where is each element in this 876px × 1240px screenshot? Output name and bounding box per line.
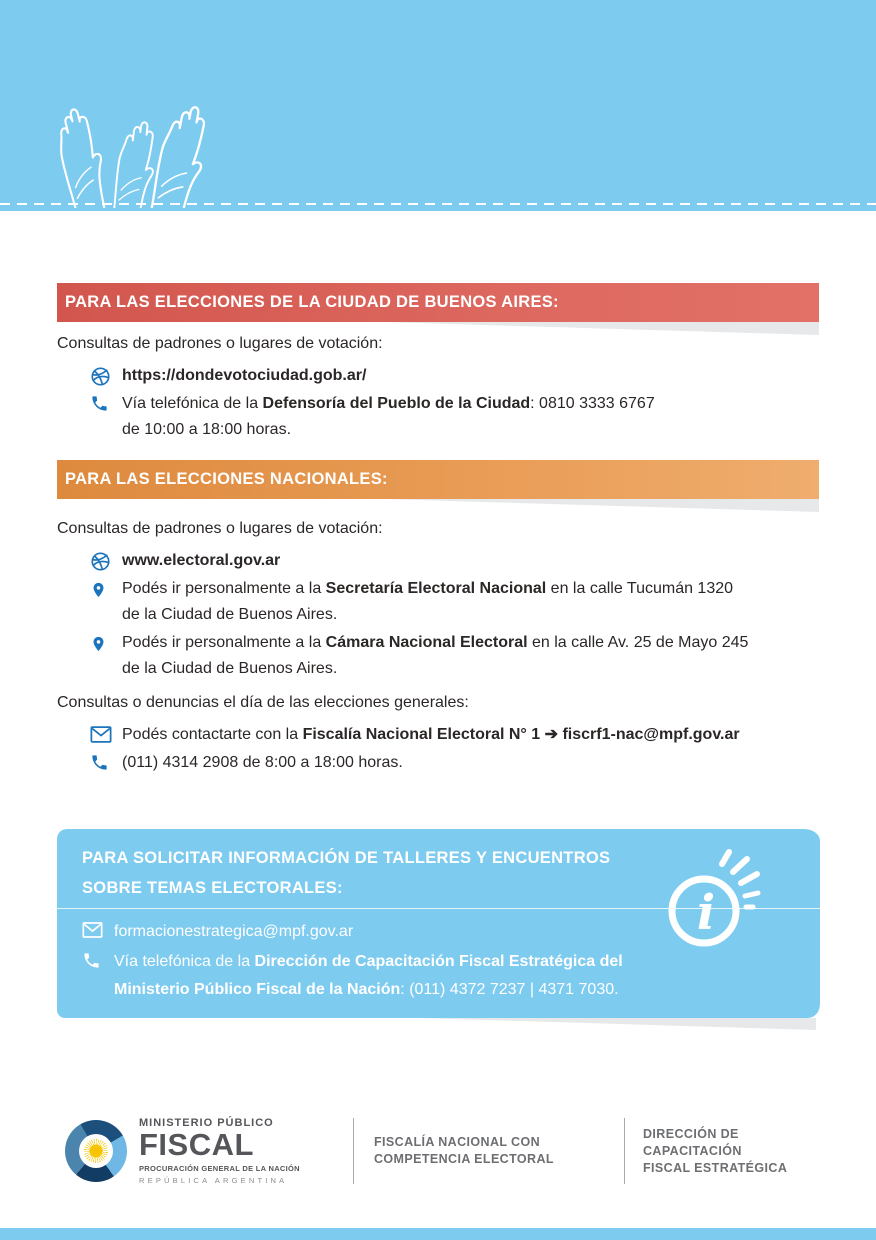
section-intro: Consultas o denuncias el día de las elecciones generales: bbox=[57, 694, 469, 711]
mpf-emblem-icon bbox=[65, 1120, 127, 1182]
info-box-title: PARA SOLICITAR INFORMACIÓN DE TALLERES Y ENCUENTROS bbox=[82, 849, 611, 867]
banner-title: PARA LAS ELECCIONES DE LA CIUDAD DE BUENOS AIRES: bbox=[65, 293, 559, 311]
banner-shadow bbox=[385, 499, 819, 512]
pin-icon bbox=[90, 630, 114, 682]
logo-republica-argentina: REPÚBLICA ARGENTINA bbox=[139, 1176, 288, 1185]
phone-icon bbox=[90, 750, 114, 776]
list-item bbox=[90, 363, 823, 389]
banner-elecciones-caba bbox=[57, 283, 819, 322]
logo-procuracion: PROCURACIÓN GENERAL DE LA NACIÓN bbox=[139, 1164, 300, 1173]
list-item bbox=[90, 722, 823, 748]
logo-ministerio-publico: MINISTERIO PÚBLICO bbox=[139, 1117, 274, 1129]
logo-fiscal: FISCAL bbox=[139, 1127, 254, 1162]
address-line: de la Ciudad de Buenos Aires. bbox=[122, 660, 338, 677]
top-band bbox=[0, 0, 876, 211]
address-line: de la Ciudad de Buenos Aires. bbox=[122, 606, 338, 623]
section-intro: Consultas de padrones o lugares de votación: bbox=[57, 335, 383, 352]
list-item bbox=[90, 391, 823, 443]
list-item bbox=[90, 548, 823, 574]
link-url[interactable]: www.electoral.gov.ar bbox=[122, 552, 281, 569]
box-shadow bbox=[419, 1018, 816, 1030]
pin-icon bbox=[90, 576, 114, 628]
footer-org-direccion-capacitacion: DIRECCIÓN DE CAPACITACIÓN FISCAL ESTRATÉGICA bbox=[643, 1126, 788, 1175]
list-item bbox=[90, 750, 823, 776]
mail-icon bbox=[90, 722, 114, 748]
list-item bbox=[90, 576, 823, 628]
footer-org-fiscalia-electoral: FISCALÍA NACIONAL CON COMPETENCIA ELECTORAL bbox=[374, 1135, 554, 1166]
phone-icon bbox=[82, 948, 106, 1004]
section-intro: Consultas de padrones o lugares de votación: bbox=[57, 520, 383, 537]
dashed-divider bbox=[0, 203, 876, 205]
address-line: Podés ir personalmente a la Secretaría Electoral Nacional en la calle Tucumán 1320 bbox=[122, 580, 734, 597]
info-icon bbox=[656, 837, 778, 955]
banner-title: PARA LAS ELECCIONES NACIONALES: bbox=[65, 470, 388, 488]
phone-info-line: (011) 4314 2908 de 8:00 a 18:00 horas. bbox=[122, 754, 403, 771]
svg-text:i: i bbox=[696, 885, 716, 941]
raised-hands-icon bbox=[55, 98, 230, 208]
mpf-logo bbox=[65, 1117, 353, 1185]
mail-icon bbox=[82, 918, 106, 946]
section-denuncias bbox=[57, 690, 823, 778]
bottom-band bbox=[0, 1228, 876, 1240]
phone-icon bbox=[90, 391, 114, 443]
link-url[interactable]: https://dondevotociudad.gob.ar/ bbox=[122, 367, 367, 384]
section-nacionales bbox=[57, 516, 823, 684]
globe-icon bbox=[90, 548, 114, 574]
section-caba bbox=[57, 331, 823, 445]
globe-icon bbox=[90, 363, 114, 389]
phone-info-line: Ministerio Público Fiscal de la Nación: (011) 4372 7237 | 4371 7030. bbox=[114, 981, 619, 998]
phone-info-line: Vía telefónica de la Dirección de Capacitación Fiscal Estratégica del bbox=[114, 953, 623, 970]
sun-icon bbox=[84, 1139, 108, 1163]
address-line: Podés ir personalmente a la Cámara Nacional Electoral en la calle Av. 25 de Mayo 245 bbox=[122, 634, 749, 651]
footer bbox=[65, 1112, 836, 1190]
info-box-talleres bbox=[57, 829, 820, 1018]
list-item bbox=[82, 948, 795, 1004]
phone-info-line: de 10:00 a 18:00 horas. bbox=[122, 421, 292, 438]
info-box-title: SOBRE TEMAS ELECTORALES: bbox=[82, 879, 343, 897]
list-item bbox=[90, 630, 823, 682]
phone-info-line: Vía telefónica de la Defensoría del Pueblo de la Ciudad: 0810 3333 6767 bbox=[122, 395, 655, 412]
contact-email-line[interactable]: formacionestrategica@mpf.gov.ar bbox=[114, 923, 354, 940]
contact-email-line[interactable]: Podés contactarte con la Fiscalía Nacional Electoral N° 1 ➔ fiscrf1-nac@mpf.gov.ar bbox=[122, 726, 740, 743]
banner-elecciones-nacionales bbox=[57, 460, 819, 499]
